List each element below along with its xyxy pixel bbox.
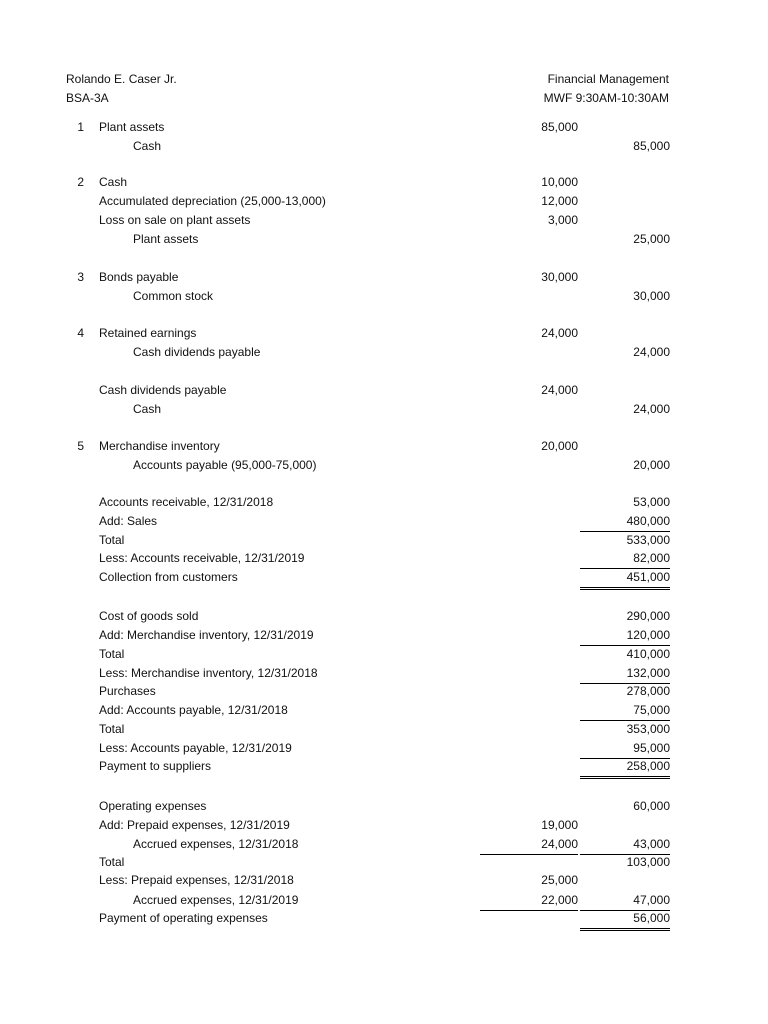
journal-row (0, 230, 768, 249)
journal-row (0, 268, 768, 287)
account-label: Collection from customers (99, 570, 238, 584)
journal-row (0, 437, 768, 456)
class-schedule: MWF 9:30AM-10:30AM (543, 91, 669, 105)
journal-row (0, 287, 768, 306)
journal-row (0, 568, 768, 587)
journal-row (0, 682, 768, 701)
credit-amount: 75,000 (580, 701, 670, 721)
debit-amount: 30,000 (541, 270, 578, 284)
journal-row (0, 720, 768, 739)
journal-row (0, 512, 768, 531)
credit-amount: 480,000 (580, 512, 670, 532)
journal-row (0, 891, 768, 910)
account-label: Less: Merchandise inventory, 12/31/2018 (99, 666, 318, 680)
journal-row (0, 400, 768, 419)
account-label: Accrued expenses, 12/31/2018 (133, 837, 299, 851)
account-label: Add: Merchandise inventory, 12/31/2019 (99, 628, 314, 642)
account-label: Loss on sale on plant assets (99, 213, 251, 227)
entry-number: 4 (77, 326, 84, 340)
journal-row (0, 853, 768, 872)
credit-amount: 47,000 (580, 891, 670, 911)
course-title: Financial Management (547, 72, 669, 86)
account-label: Total (99, 533, 125, 547)
account-label: Add: Prepaid expenses, 12/31/2019 (99, 818, 290, 832)
credit-amount: 451,000 (580, 568, 670, 590)
account-label: Less: Prepaid expenses, 12/31/2018 (99, 873, 294, 887)
credit-amount: 258,000 (580, 757, 670, 779)
account-label: Retained earnings (99, 326, 197, 340)
account-label: Cash (133, 139, 162, 153)
debit-amount: 22,000 (480, 891, 578, 911)
journal-row (0, 324, 768, 343)
journal-row (0, 909, 768, 928)
journal-row (0, 664, 768, 683)
journal-row (0, 137, 768, 156)
credit-amount: 30,000 (633, 289, 670, 303)
debit-amount: 85,000 (541, 120, 578, 134)
account-label: Add: Accounts payable, 12/31/2018 (99, 703, 288, 717)
journal-row (0, 607, 768, 626)
credit-amount: 43,000 (580, 835, 670, 855)
entry-number: 1 (77, 120, 84, 134)
account-label: Payment to suppliers (99, 759, 212, 773)
journal-row (0, 739, 768, 758)
journal-row (0, 757, 768, 776)
journal-row (0, 816, 768, 835)
journal-row (0, 531, 768, 550)
journal-row (0, 381, 768, 400)
student-name: Rolando E. Caser Jr. (66, 72, 177, 86)
account-label: Plant assets (133, 232, 199, 246)
journal-row (0, 456, 768, 475)
credit-amount: 60,000 (633, 799, 670, 813)
journal-row (0, 797, 768, 816)
debit-amount: 25,000 (541, 873, 578, 887)
credit-amount: 353,000 (626, 722, 670, 736)
account-label: Total (99, 722, 125, 736)
debit-amount: 10,000 (541, 175, 578, 189)
debit-amount: 20,000 (541, 439, 578, 453)
account-label: Cash (99, 175, 128, 189)
credit-amount: 85,000 (633, 139, 670, 153)
credit-amount: 24,000 (633, 345, 670, 359)
entry-number: 2 (77, 175, 84, 189)
credit-amount: 120,000 (580, 626, 670, 646)
account-label: Accounts receivable, 12/31/2018 (99, 495, 274, 509)
journal-row (0, 343, 768, 362)
credit-amount: 533,000 (626, 533, 670, 547)
credit-amount: 24,000 (633, 402, 670, 416)
credit-amount: 132,000 (580, 664, 670, 684)
account-label: Less: Accounts receivable, 12/31/2019 (99, 551, 305, 565)
debit-amount: 19,000 (541, 818, 578, 832)
journal-row (0, 211, 768, 230)
account-label: Total (99, 647, 125, 661)
student-section: BSA-3A (66, 91, 109, 105)
entry-number: 3 (77, 270, 84, 284)
journal-row (0, 493, 768, 512)
account-label: Operating expenses (99, 799, 207, 813)
account-label: Cash dividends payable (133, 345, 261, 359)
credit-amount: 95,000 (580, 739, 670, 759)
account-label: Payment of operating expenses (99, 911, 268, 925)
account-label: Total (99, 855, 125, 869)
journal-row (0, 835, 768, 854)
credit-amount: 56,000 (580, 909, 670, 931)
account-label: Add: Sales (99, 514, 158, 528)
account-label: Accounts payable (95,000-75,000) (133, 458, 317, 472)
debit-amount: 3,000 (547, 213, 578, 227)
credit-amount: 290,000 (626, 609, 670, 623)
account-label: Common stock (133, 289, 214, 303)
account-label: Accumulated depreciation (25,000-13,000) (99, 194, 326, 208)
account-label: Purchases (99, 684, 156, 698)
journal-row (0, 701, 768, 720)
account-label: Plant assets (99, 120, 165, 134)
account-label: Less: Accounts payable, 12/31/2019 (99, 741, 292, 755)
credit-amount: 278,000 (626, 684, 670, 698)
account-label: Cash (133, 402, 162, 416)
account-label: Accrued expenses, 12/31/2019 (133, 893, 299, 907)
credit-amount: 103,000 (626, 855, 670, 869)
account-label: Merchandise inventory (99, 439, 220, 453)
credit-amount: 25,000 (633, 232, 670, 246)
credit-amount: 410,000 (626, 647, 670, 661)
debit-amount: 24,000 (480, 835, 578, 855)
debit-amount: 24,000 (541, 326, 578, 340)
journal-row (0, 871, 768, 890)
journal-row (0, 549, 768, 568)
debit-amount: 24,000 (541, 383, 578, 397)
credit-amount: 82,000 (580, 549, 670, 569)
account-label: Cost of goods sold (99, 609, 199, 623)
debit-amount: 12,000 (541, 194, 578, 208)
entry-number: 5 (77, 439, 84, 453)
journal-row (0, 192, 768, 211)
credit-amount: 20,000 (633, 458, 670, 472)
journal-row (0, 118, 768, 137)
journal-row (0, 626, 768, 645)
journal-row (0, 173, 768, 192)
credit-amount: 53,000 (633, 495, 670, 509)
account-label: Cash dividends payable (99, 383, 227, 397)
account-label: Bonds payable (99, 270, 179, 284)
journal-row (0, 645, 768, 664)
